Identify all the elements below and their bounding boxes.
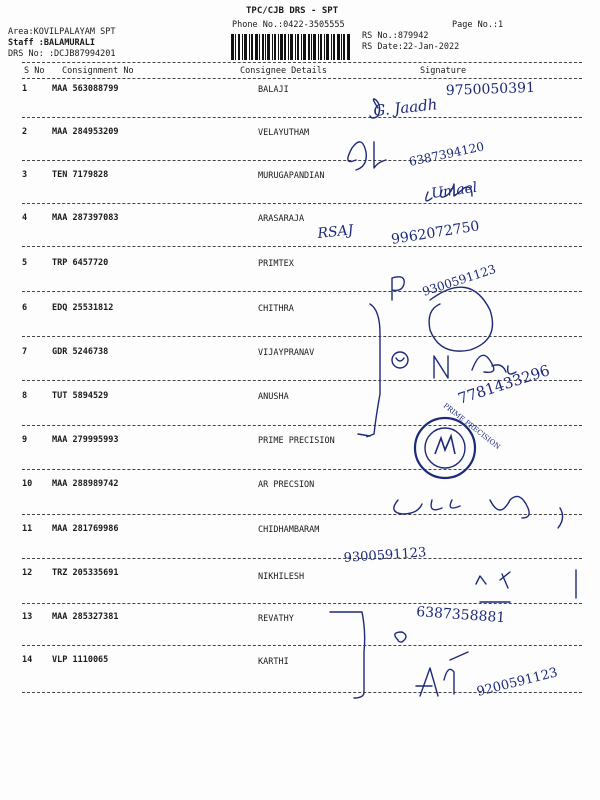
row-sno: 10 <box>22 479 33 489</box>
sheet-title: TPC/CJB DRS - SPT <box>246 6 339 16</box>
bracket-mark <box>330 612 365 698</box>
col-header-sno: S No <box>24 66 45 76</box>
phone-number: Phone No.:0422-3505555 <box>232 20 345 30</box>
rs-date: RS Date:22-Jan-2022 <box>362 42 460 52</box>
handwritten-phone: 9962072750 <box>390 218 481 248</box>
row-consignment: TUT 5894529 <box>52 391 109 401</box>
page-number: Page No.:1 <box>452 20 504 30</box>
staff-label: Staff :BALAMURALI <box>8 38 95 48</box>
handwritten-phone: 9750050391 <box>445 79 536 99</box>
row-consignee: MURUGAPANDIAN <box>258 171 325 181</box>
handwritten-signature: RSAJ <box>316 222 355 242</box>
handwritten-phone: 9300591123 <box>343 545 427 566</box>
signature-scribble <box>348 142 386 170</box>
bracket-mark <box>367 304 380 437</box>
handwritten-phone: 6387358881 <box>415 604 506 627</box>
row-consignee: VELAYUTHAM <box>258 128 310 138</box>
row-consignee: PRIME PRECISION <box>258 436 335 446</box>
row-sno: 11 <box>22 524 33 534</box>
signature-scribble <box>396 358 404 361</box>
row-consignment: MAA 284953209 <box>52 127 119 137</box>
row-consignee: CHITHRA <box>258 304 294 314</box>
drs-number: DRS No: :DCJB87994201 <box>8 49 116 59</box>
row-consignment: VLP 1110065 <box>52 655 109 665</box>
row-consignment: MAA 287397083 <box>52 213 119 223</box>
row-sno: 3 <box>22 170 28 180</box>
row-consignee: REVATHY <box>258 614 294 624</box>
row-consignment: TRP 6457720 <box>52 258 109 268</box>
handwritten-phone: 6387394120 <box>407 139 486 169</box>
row-consignment: TEN 7179828 <box>52 170 109 180</box>
row-sno: 7 <box>22 347 28 357</box>
handwritten-phone: 7781433296 <box>455 361 553 408</box>
col-header-signature: Signature <box>420 66 467 76</box>
row-sno: 2 <box>22 127 28 137</box>
row-consignee: NIKHILESH <box>258 572 305 582</box>
signature-scribble <box>444 669 454 694</box>
signature-scribble <box>476 572 510 588</box>
row-consignment: MAA 563088799 <box>52 84 119 94</box>
row-sno: 1 <box>22 84 28 94</box>
handwritten-phone: 9300591123 <box>420 261 498 299</box>
row-consignment: MAA 281769986 <box>52 524 119 534</box>
row-consignment: MAA 288989742 <box>52 479 119 489</box>
row-consignee: ARASARAJA <box>258 214 305 224</box>
signature-scribble <box>472 355 516 374</box>
stamp-text: PRIME PRECISION <box>441 401 502 452</box>
signature-scribble <box>416 668 438 696</box>
row-consignee: AR PRECSION <box>258 480 315 490</box>
signature-scribble <box>394 496 529 518</box>
row-sno: 8 <box>22 391 28 401</box>
row-consignee: KARTHI <box>258 657 289 667</box>
bracket-mark <box>358 434 370 436</box>
rs-number: RS No.:879942 <box>362 31 429 41</box>
row-sno: 5 <box>22 258 28 268</box>
signature-scribble <box>558 508 563 528</box>
signature-scribble <box>392 277 404 300</box>
row-sno: 13 <box>22 612 33 622</box>
row-consignee: PRIMTEX <box>258 259 294 269</box>
handwritten-phone: 9200591123 <box>475 665 560 700</box>
row-sno: 12 <box>22 568 33 578</box>
col-header-consignee: Consignee Details <box>240 66 327 76</box>
row-consignee: VIJAYPRANAV <box>258 348 315 358</box>
col-header-consignment: Consignment No <box>62 66 134 76</box>
handwritten-name: Umael <box>430 179 479 202</box>
row-sno: 4 <box>22 213 28 223</box>
row-sno: 14 <box>22 655 33 665</box>
row-sno: 9 <box>22 435 28 445</box>
row-consignment: TRZ 205335691 <box>52 568 119 578</box>
row-consignment: GDR 5246738 <box>52 347 109 357</box>
signature-scribble <box>434 356 448 378</box>
handwritten-signature: G. Jaadh <box>372 95 439 120</box>
area-label: Area:KOVILPALAYAM SPT <box>8 27 116 37</box>
row-consignment: EDQ 25531812 <box>52 303 114 313</box>
signature-scribble <box>392 352 408 368</box>
row-consignee: ANUSHA <box>258 392 289 402</box>
row-consignment: MAA 285327381 <box>52 612 119 622</box>
signature-scribble <box>395 632 406 642</box>
row-consignee: BALAJI <box>258 85 289 95</box>
signature-scribble <box>450 652 468 660</box>
row-sno: 6 <box>22 303 28 313</box>
row-consignee: CHIDHAMBARAM <box>258 525 320 535</box>
row-consignment: MAA 279995993 <box>52 435 119 445</box>
signature-scribble <box>429 287 492 351</box>
